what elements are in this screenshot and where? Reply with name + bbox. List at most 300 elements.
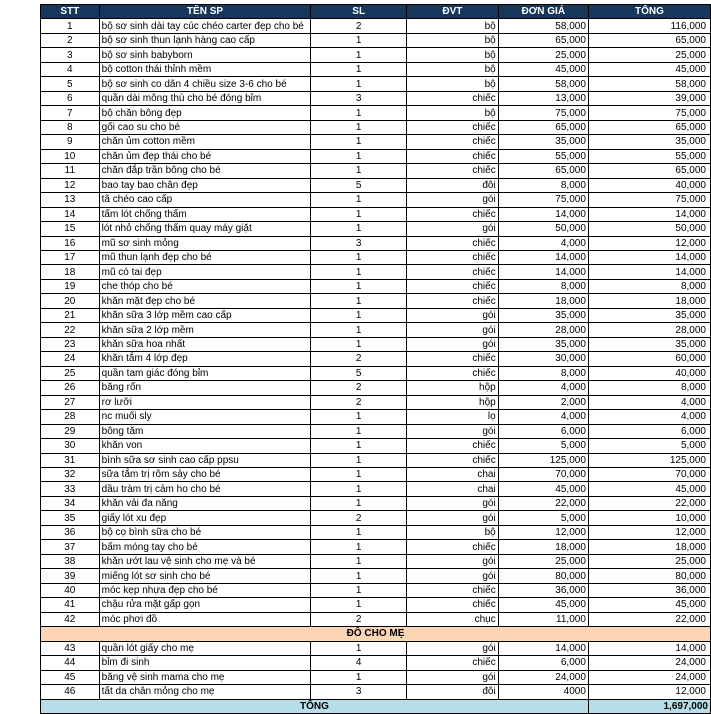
cell-sl[interactable]: 1 bbox=[311, 106, 407, 120]
cell-stt[interactable]: 37 bbox=[41, 540, 100, 554]
cell-sl[interactable]: 1 bbox=[311, 482, 407, 496]
cell-price[interactable]: 125,000 bbox=[498, 453, 588, 467]
cell-price[interactable]: 45,000 bbox=[498, 482, 588, 496]
cell-sl[interactable]: 2 bbox=[311, 612, 407, 626]
header-dvt[interactable]: ĐVT bbox=[407, 5, 499, 19]
cell-price[interactable]: 65,000 bbox=[498, 120, 588, 134]
grand-total-body bbox=[41, 699, 711, 713]
cell-sl[interactable]: 1 bbox=[311, 670, 407, 684]
cell-price[interactable]: 4,000 bbox=[498, 381, 588, 395]
cell-stt[interactable]: 33 bbox=[41, 482, 100, 496]
cell-name[interactable]: bình sữa sơ sinh cao cấp ppsu bbox=[99, 453, 311, 467]
cell-stt[interactable]: 2 bbox=[41, 33, 100, 47]
cell-name[interactable]: nc muối sly bbox=[99, 410, 311, 424]
cell-price[interactable]: 14,000 bbox=[498, 265, 588, 279]
cell-sl[interactable]: 1 bbox=[311, 641, 407, 655]
cell-price[interactable]: 5,000 bbox=[498, 439, 588, 453]
cell-total[interactable]: 35,000 bbox=[588, 135, 710, 149]
cell-price[interactable]: 14,000 bbox=[498, 207, 588, 221]
cell-stt[interactable]: 14 bbox=[41, 207, 100, 221]
cell-total[interactable]: 4,000 bbox=[588, 410, 710, 424]
cell-total[interactable]: 14,000 bbox=[588, 250, 710, 264]
cell-price[interactable]: 65,000 bbox=[498, 33, 588, 47]
cell-name[interactable]: móc phơi đồ bbox=[99, 612, 311, 626]
cell-name[interactable]: khăn vải đa năng bbox=[99, 496, 311, 510]
cell-total[interactable]: 14,000 bbox=[588, 207, 710, 221]
cell-sl[interactable]: 3 bbox=[311, 685, 407, 699]
cell-price[interactable]: 75,000 bbox=[498, 106, 588, 120]
cell-stt[interactable]: 16 bbox=[41, 236, 100, 250]
cell-name[interactable]: chăn đắp trần bông cho bé bbox=[99, 164, 311, 178]
cell-sl[interactable]: 2 bbox=[311, 381, 407, 395]
cell-total[interactable]: 35,000 bbox=[588, 308, 710, 322]
table-row bbox=[41, 569, 711, 583]
cell-sl[interactable]: 4 bbox=[311, 656, 407, 670]
cell-sl[interactable]: 1 bbox=[311, 453, 407, 467]
cell-total[interactable]: 65,000 bbox=[588, 33, 710, 47]
cell-name[interactable]: rơ lưỡi bbox=[99, 395, 311, 409]
cell-stt[interactable]: 42 bbox=[41, 612, 100, 626]
cell-stt[interactable]: 46 bbox=[41, 685, 100, 699]
section-title[interactable]: ĐỒ CHO MẸ bbox=[41, 627, 711, 641]
cell-dvt[interactable]: gói bbox=[407, 193, 499, 207]
cell-price[interactable]: 6,000 bbox=[498, 656, 588, 670]
cell-name[interactable]: bao tay bao chân đẹp bbox=[99, 178, 311, 192]
baby-items-body bbox=[41, 19, 711, 627]
cell-price[interactable]: 22,000 bbox=[498, 496, 588, 510]
cell-sl[interactable]: 1 bbox=[311, 583, 407, 597]
cell-sl[interactable]: 1 bbox=[311, 525, 407, 539]
table-row bbox=[41, 294, 711, 308]
cell-total[interactable]: 28,000 bbox=[588, 323, 710, 337]
cell-name[interactable]: dầu tràm trị cảm ho cho bé bbox=[99, 482, 311, 496]
table-row bbox=[41, 482, 711, 496]
cell-price[interactable]: 70,000 bbox=[498, 468, 588, 482]
cell-sl[interactable]: 1 bbox=[311, 439, 407, 453]
cell-sl[interactable]: 1 bbox=[311, 410, 407, 424]
cell-dvt[interactable]: đôi bbox=[407, 178, 499, 192]
cell-dvt[interactable]: chai bbox=[407, 468, 499, 482]
cell-total[interactable]: 14,000 bbox=[588, 265, 710, 279]
cell-stt[interactable]: 40 bbox=[41, 583, 100, 597]
cell-price[interactable]: 4,000 bbox=[498, 236, 588, 250]
cell-stt[interactable]: 1 bbox=[41, 19, 100, 33]
cell-name[interactable]: quần tam giác đóng bỉm bbox=[99, 366, 311, 380]
cell-stt[interactable]: 28 bbox=[41, 410, 100, 424]
cell-sl[interactable]: 5 bbox=[311, 178, 407, 192]
cell-total[interactable]: 6,000 bbox=[588, 424, 710, 438]
cell-name[interactable]: bông tăm bbox=[99, 424, 311, 438]
cell-price[interactable]: 4,000 bbox=[498, 410, 588, 424]
cell-price[interactable]: 36,000 bbox=[498, 583, 588, 597]
cell-stt[interactable]: 4 bbox=[41, 62, 100, 76]
cell-price[interactable]: 6,000 bbox=[498, 424, 588, 438]
cell-total[interactable]: 8,000 bbox=[588, 381, 710, 395]
cell-name[interactable]: tất da chân mỏng cho mẹ bbox=[99, 685, 311, 699]
cell-price[interactable]: 24,000 bbox=[498, 670, 588, 684]
cell-dvt[interactable]: chiếc bbox=[407, 236, 499, 250]
cell-price[interactable]: 25,000 bbox=[498, 48, 588, 62]
cell-sl[interactable]: 1 bbox=[311, 337, 407, 351]
cell-total[interactable]: 45,000 bbox=[588, 62, 710, 76]
cell-stt[interactable]: 35 bbox=[41, 511, 100, 525]
cell-sl[interactable]: 1 bbox=[311, 164, 407, 178]
cell-price[interactable]: 65,000 bbox=[498, 164, 588, 178]
cell-total[interactable]: 55,000 bbox=[588, 149, 710, 163]
cell-total[interactable]: 5,000 bbox=[588, 439, 710, 453]
cell-stt[interactable]: 34 bbox=[41, 496, 100, 510]
cell-name[interactable]: mũ có tai đẹp bbox=[99, 265, 311, 279]
cell-total[interactable]: 22,000 bbox=[588, 496, 710, 510]
cell-total[interactable]: 25,000 bbox=[588, 554, 710, 568]
cell-price[interactable]: 58,000 bbox=[498, 77, 588, 91]
cell-name[interactable]: băng vệ sinh mama cho mẹ bbox=[99, 670, 311, 684]
cell-stt[interactable]: 3 bbox=[41, 48, 100, 62]
cell-stt[interactable]: 19 bbox=[41, 279, 100, 293]
cell-dvt[interactable]: chai bbox=[407, 482, 499, 496]
cell-name[interactable]: miếng lót sơ sinh cho bé bbox=[99, 569, 311, 583]
cell-price[interactable]: 8,000 bbox=[498, 279, 588, 293]
cell-price[interactable]: 18,000 bbox=[498, 540, 588, 554]
cell-total[interactable]: 45,000 bbox=[588, 598, 710, 612]
cell-total[interactable]: 25,000 bbox=[588, 48, 710, 62]
cell-price[interactable]: 14,000 bbox=[498, 641, 588, 655]
cell-stt[interactable]: 24 bbox=[41, 352, 100, 366]
cell-name[interactable]: bộ cotton thái thỉnh mềm bbox=[99, 62, 311, 76]
cell-stt[interactable]: 44 bbox=[41, 656, 100, 670]
header-name[interactable]: TÊN SP bbox=[99, 5, 311, 19]
cell-dvt[interactable]: chiếc bbox=[407, 656, 499, 670]
cell-dvt[interactable]: gói bbox=[407, 496, 499, 510]
cell-price[interactable]: 13,000 bbox=[498, 91, 588, 105]
cell-price[interactable]: 11,000 bbox=[498, 612, 588, 626]
cell-dvt[interactable]: chục bbox=[407, 612, 499, 626]
cell-name[interactable]: móc kẹp nhựa đẹp cho bé bbox=[99, 583, 311, 597]
cell-dvt[interactable]: chiếc bbox=[407, 135, 499, 149]
cell-stt[interactable]: 29 bbox=[41, 424, 100, 438]
cell-sl[interactable]: 1 bbox=[311, 308, 407, 322]
cell-stt[interactable]: 36 bbox=[41, 525, 100, 539]
cell-price[interactable]: 80,000 bbox=[498, 569, 588, 583]
cell-stt[interactable]: 43 bbox=[41, 641, 100, 655]
cell-sl[interactable]: 2 bbox=[311, 511, 407, 525]
cell-total[interactable]: 125,000 bbox=[588, 453, 710, 467]
cell-stt[interactable]: 22 bbox=[41, 323, 100, 337]
cell-name[interactable]: bộ sơ sinh babyborn bbox=[99, 48, 311, 62]
cell-dvt[interactable]: bộ bbox=[407, 33, 499, 47]
cell-total[interactable]: 4,000 bbox=[588, 395, 710, 409]
cell-price[interactable]: 4000 bbox=[498, 685, 588, 699]
cell-stt[interactable]: 6 bbox=[41, 91, 100, 105]
table-row bbox=[41, 511, 711, 525]
cell-sl[interactable]: 1 bbox=[311, 77, 407, 91]
cell-dvt[interactable]: bộ bbox=[407, 525, 499, 539]
cell-sl[interactable]: 1 bbox=[311, 294, 407, 308]
header-sl[interactable]: SL bbox=[311, 5, 407, 19]
cell-stt[interactable]: 32 bbox=[41, 468, 100, 482]
cell-total[interactable]: 65,000 bbox=[588, 164, 710, 178]
cell-dvt[interactable]: chiếc bbox=[407, 164, 499, 178]
cell-sl[interactable]: 3 bbox=[311, 236, 407, 250]
cell-name[interactable]: gối cao su cho bé bbox=[99, 120, 311, 134]
cell-stt[interactable]: 11 bbox=[41, 164, 100, 178]
cell-dvt[interactable]: bộ bbox=[407, 19, 499, 33]
cell-name[interactable]: khăn sữa 2 lớp mềm bbox=[99, 323, 311, 337]
cell-sl[interactable]: 1 bbox=[311, 193, 407, 207]
cell-price[interactable]: 25,000 bbox=[498, 554, 588, 568]
cell-sl[interactable]: 1 bbox=[311, 496, 407, 510]
cell-dvt[interactable]: bộ bbox=[407, 106, 499, 120]
cell-total[interactable]: 36,000 bbox=[588, 583, 710, 597]
cell-dvt[interactable]: đôi bbox=[407, 685, 499, 699]
cell-price[interactable]: 50,000 bbox=[498, 222, 588, 236]
cell-stt[interactable]: 8 bbox=[41, 120, 100, 134]
cell-total[interactable]: 39,000 bbox=[588, 91, 710, 105]
cell-price[interactable]: 12,000 bbox=[498, 525, 588, 539]
cell-total[interactable]: 58,000 bbox=[588, 77, 710, 91]
cell-name[interactable]: mũ sơ sinh mỏng bbox=[99, 236, 311, 250]
cell-price[interactable]: 35,000 bbox=[498, 308, 588, 322]
cell-total[interactable]: 12,000 bbox=[588, 685, 710, 699]
header-total[interactable]: TỔNG bbox=[588, 5, 710, 19]
cell-dvt[interactable]: bộ bbox=[407, 48, 499, 62]
cell-dvt[interactable]: gói bbox=[407, 554, 499, 568]
cell-sl[interactable]: 1 bbox=[311, 207, 407, 221]
cell-sl[interactable]: 1 bbox=[311, 120, 407, 134]
cell-total[interactable]: 65,000 bbox=[588, 120, 710, 134]
cell-dvt[interactable]: chiếc bbox=[407, 250, 499, 264]
cell-stt[interactable]: 13 bbox=[41, 193, 100, 207]
cell-name[interactable]: sữa tắm trị rôm sảy cho bé bbox=[99, 468, 311, 482]
cell-name[interactable]: khăn ướt lau vệ sinh cho mẹ và bé bbox=[99, 554, 311, 568]
cell-dvt[interactable]: chiếc bbox=[407, 207, 499, 221]
header-stt[interactable]: STT bbox=[41, 5, 100, 19]
cell-total[interactable]: 75,000 bbox=[588, 106, 710, 120]
cell-dvt[interactable]: gói bbox=[407, 308, 499, 322]
cell-stt[interactable]: 15 bbox=[41, 222, 100, 236]
cell-total[interactable]: 40,000 bbox=[588, 366, 710, 380]
cell-sl[interactable]: 1 bbox=[311, 424, 407, 438]
cell-dvt[interactable]: chiếc bbox=[407, 439, 499, 453]
cell-name[interactable]: quần dài mông thú cho bé đóng bỉm bbox=[99, 91, 311, 105]
cell-total[interactable]: 35,000 bbox=[588, 337, 710, 351]
cell-dvt[interactable]: chiếc bbox=[407, 265, 499, 279]
cell-total[interactable]: 60,000 bbox=[588, 352, 710, 366]
cell-sl[interactable]: 1 bbox=[311, 250, 407, 264]
cell-total[interactable]: 18,000 bbox=[588, 540, 710, 554]
cell-stt[interactable]: 12 bbox=[41, 178, 100, 192]
cell-name[interactable]: tã chéo cao cấp bbox=[99, 193, 311, 207]
cell-sl[interactable]: 1 bbox=[311, 554, 407, 568]
cell-dvt[interactable]: lọ bbox=[407, 410, 499, 424]
cell-dvt[interactable]: chiếc bbox=[407, 583, 499, 597]
table-row bbox=[41, 178, 711, 192]
cell-name[interactable]: bộ sơ sinh co dãn 4 chiều size 3-6 cho bé bbox=[99, 77, 311, 91]
table-row bbox=[41, 468, 711, 482]
cell-price[interactable]: 8,000 bbox=[498, 178, 588, 192]
cell-total[interactable]: 116,000 bbox=[588, 19, 710, 33]
cell-name[interactable]: che thóp cho bé bbox=[99, 279, 311, 293]
cell-dvt[interactable]: gói bbox=[407, 670, 499, 684]
cell-name[interactable]: khăn sữa hoa nhất bbox=[99, 337, 311, 351]
cell-stt[interactable]: 30 bbox=[41, 439, 100, 453]
cell-total[interactable]: 70,000 bbox=[588, 468, 710, 482]
cell-dvt[interactable]: hộp bbox=[407, 381, 499, 395]
cell-name[interactable]: khăn von bbox=[99, 439, 311, 453]
cell-sl[interactable]: 2 bbox=[311, 395, 407, 409]
cell-price[interactable]: 75,000 bbox=[498, 193, 588, 207]
cell-dvt[interactable]: hộp bbox=[407, 395, 499, 409]
cell-name[interactable]: bộ cọ bình sữa cho bé bbox=[99, 525, 311, 539]
cell-stt[interactable]: 17 bbox=[41, 250, 100, 264]
cell-stt[interactable]: 27 bbox=[41, 395, 100, 409]
cell-total[interactable]: 14,000 bbox=[588, 641, 710, 655]
cell-dvt[interactable]: chiếc bbox=[407, 366, 499, 380]
cell-stt[interactable]: 39 bbox=[41, 569, 100, 583]
cell-sl[interactable]: 1 bbox=[311, 468, 407, 482]
cell-sl[interactable]: 1 bbox=[311, 279, 407, 293]
cell-stt[interactable]: 31 bbox=[41, 453, 100, 467]
cell-stt[interactable]: 21 bbox=[41, 308, 100, 322]
cell-price[interactable]: 58,000 bbox=[498, 19, 588, 33]
cell-total[interactable]: 24,000 bbox=[588, 656, 710, 670]
cell-name[interactable]: chậu rửa mặt gấp gọn bbox=[99, 598, 311, 612]
cell-stt[interactable]: 5 bbox=[41, 77, 100, 91]
cell-sl[interactable]: 3 bbox=[311, 91, 407, 105]
cell-price[interactable]: 45,000 bbox=[498, 62, 588, 76]
cell-name[interactable]: mũ thun lạnh đẹp cho bé bbox=[99, 250, 311, 264]
cell-price[interactable]: 14,000 bbox=[498, 250, 588, 264]
cell-dvt[interactable]: bộ bbox=[407, 62, 499, 76]
cell-dvt[interactable]: gói bbox=[407, 323, 499, 337]
cell-name[interactable]: chăn ủm đẹp thái cho bé bbox=[99, 149, 311, 163]
cell-price[interactable]: 35,000 bbox=[498, 135, 588, 149]
cell-total[interactable]: 10,000 bbox=[588, 511, 710, 525]
cell-sl[interactable]: 2 bbox=[311, 19, 407, 33]
cell-stt[interactable]: 20 bbox=[41, 294, 100, 308]
cell-name[interactable]: chăn ủm cotton mềm bbox=[99, 135, 311, 149]
cell-total[interactable]: 22,000 bbox=[588, 612, 710, 626]
cell-total[interactable]: 80,000 bbox=[588, 569, 710, 583]
table-row bbox=[41, 236, 711, 250]
cell-name[interactable]: bộ sơ sinh dài tay cúc chéo carter đẹp cho bé bbox=[99, 19, 311, 33]
cell-total[interactable]: 12,000 bbox=[588, 236, 710, 250]
cell-dvt[interactable]: chiếc bbox=[407, 352, 499, 366]
cell-total[interactable]: 8,000 bbox=[588, 279, 710, 293]
cell-name[interactable]: băng rốn bbox=[99, 381, 311, 395]
cell-dvt[interactable]: gói bbox=[407, 641, 499, 655]
cell-total[interactable]: 18,000 bbox=[588, 294, 710, 308]
cell-sl[interactable]: 1 bbox=[311, 569, 407, 583]
cell-stt[interactable]: 38 bbox=[41, 554, 100, 568]
cell-stt[interactable]: 41 bbox=[41, 598, 100, 612]
cell-dvt[interactable]: gói bbox=[407, 337, 499, 351]
cell-name[interactable]: lót nhỏ chống thấm quay máy giặt bbox=[99, 222, 311, 236]
cell-dvt[interactable]: chiếc bbox=[407, 91, 499, 105]
grand-total-label[interactable]: TỔNG bbox=[41, 699, 589, 713]
cell-sl[interactable]: 1 bbox=[311, 540, 407, 554]
cell-price[interactable]: 28,000 bbox=[498, 323, 588, 337]
cell-dvt[interactable]: chiếc bbox=[407, 149, 499, 163]
cell-name[interactable]: bộ sơ sinh thun lạnh hàng cao cấp bbox=[99, 33, 311, 47]
cell-dvt[interactable]: chiếc bbox=[407, 598, 499, 612]
cell-sl[interactable]: 1 bbox=[311, 265, 407, 279]
cell-total[interactable]: 75,000 bbox=[588, 193, 710, 207]
cell-name[interactable]: khăn tắm 4 lớp đẹp bbox=[99, 352, 311, 366]
cell-total[interactable]: 45,000 bbox=[588, 482, 710, 496]
grand-total-value[interactable]: 1,697,000 bbox=[588, 699, 710, 713]
cell-dvt[interactable]: chiếc bbox=[407, 279, 499, 293]
cell-name[interactable]: bộ chăn bông đẹp bbox=[99, 106, 311, 120]
cell-dvt[interactable]: bộ bbox=[407, 77, 499, 91]
cell-sl[interactable]: 2 bbox=[311, 352, 407, 366]
mom-items-body bbox=[41, 641, 711, 699]
cell-name[interactable]: khăn sữa 3 lớp mềm cao cấp bbox=[99, 308, 311, 322]
cell-total[interactable]: 50,000 bbox=[588, 222, 710, 236]
cell-price[interactable]: 2,000 bbox=[498, 395, 588, 409]
cell-stt[interactable]: 26 bbox=[41, 381, 100, 395]
cell-name[interactable]: giấy lót xu đẹp bbox=[99, 511, 311, 525]
cell-price[interactable]: 8,000 bbox=[498, 366, 588, 380]
cell-name[interactable]: tấm lót chống thấm bbox=[99, 207, 311, 221]
cell-sl[interactable]: 1 bbox=[311, 33, 407, 47]
cell-stt[interactable]: 23 bbox=[41, 337, 100, 351]
cell-name[interactable]: quần lót giấy cho mẹ bbox=[99, 641, 311, 655]
cell-stt[interactable]: 7 bbox=[41, 106, 100, 120]
cell-total[interactable]: 24,000 bbox=[588, 670, 710, 684]
cell-stt[interactable]: 18 bbox=[41, 265, 100, 279]
header-price[interactable]: ĐƠN GIÁ bbox=[498, 5, 588, 19]
cell-stt[interactable]: 25 bbox=[41, 366, 100, 380]
cell-dvt[interactable]: chiếc bbox=[407, 294, 499, 308]
cell-sl[interactable]: 1 bbox=[311, 48, 407, 62]
grand-total-row bbox=[41, 699, 711, 713]
cell-price[interactable]: 55,000 bbox=[498, 149, 588, 163]
cell-dvt[interactable]: gói bbox=[407, 511, 499, 525]
cell-total[interactable]: 40,000 bbox=[588, 178, 710, 192]
cell-dvt[interactable]: chiếc bbox=[407, 120, 499, 134]
cell-price[interactable]: 18,000 bbox=[498, 294, 588, 308]
cell-sl[interactable]: 5 bbox=[311, 366, 407, 380]
table-row bbox=[41, 308, 711, 322]
cell-stt[interactable]: 9 bbox=[41, 135, 100, 149]
table-row bbox=[41, 250, 711, 264]
cell-name[interactable]: khăn mặt đẹp cho bé bbox=[99, 294, 311, 308]
cell-total[interactable]: 12,000 bbox=[588, 525, 710, 539]
cell-dvt[interactable]: gói bbox=[407, 222, 499, 236]
cell-sl[interactable]: 1 bbox=[311, 323, 407, 337]
cell-price[interactable]: 45,000 bbox=[498, 598, 588, 612]
cell-sl[interactable]: 1 bbox=[311, 62, 407, 76]
cell-dvt[interactable]: gói bbox=[407, 424, 499, 438]
cell-sl[interactable]: 1 bbox=[311, 598, 407, 612]
cell-name[interactable]: bấm móng tay cho bé bbox=[99, 540, 311, 554]
cell-sl[interactable]: 1 bbox=[311, 149, 407, 163]
cell-price[interactable]: 35,000 bbox=[498, 337, 588, 351]
cell-dvt[interactable]: gói bbox=[407, 569, 499, 583]
table-row bbox=[41, 670, 711, 684]
table-row bbox=[41, 106, 711, 120]
cell-stt[interactable]: 10 bbox=[41, 149, 100, 163]
cell-stt[interactable]: 45 bbox=[41, 670, 100, 684]
cell-sl[interactable]: 1 bbox=[311, 135, 407, 149]
cell-dvt[interactable]: chiếc bbox=[407, 540, 499, 554]
cell-price[interactable]: 30,000 bbox=[498, 352, 588, 366]
cell-name[interactable]: bỉm đi sinh bbox=[99, 656, 311, 670]
cell-price[interactable]: 5,000 bbox=[498, 511, 588, 525]
cell-sl[interactable]: 1 bbox=[311, 222, 407, 236]
cell-dvt[interactable]: chiếc bbox=[407, 453, 499, 467]
